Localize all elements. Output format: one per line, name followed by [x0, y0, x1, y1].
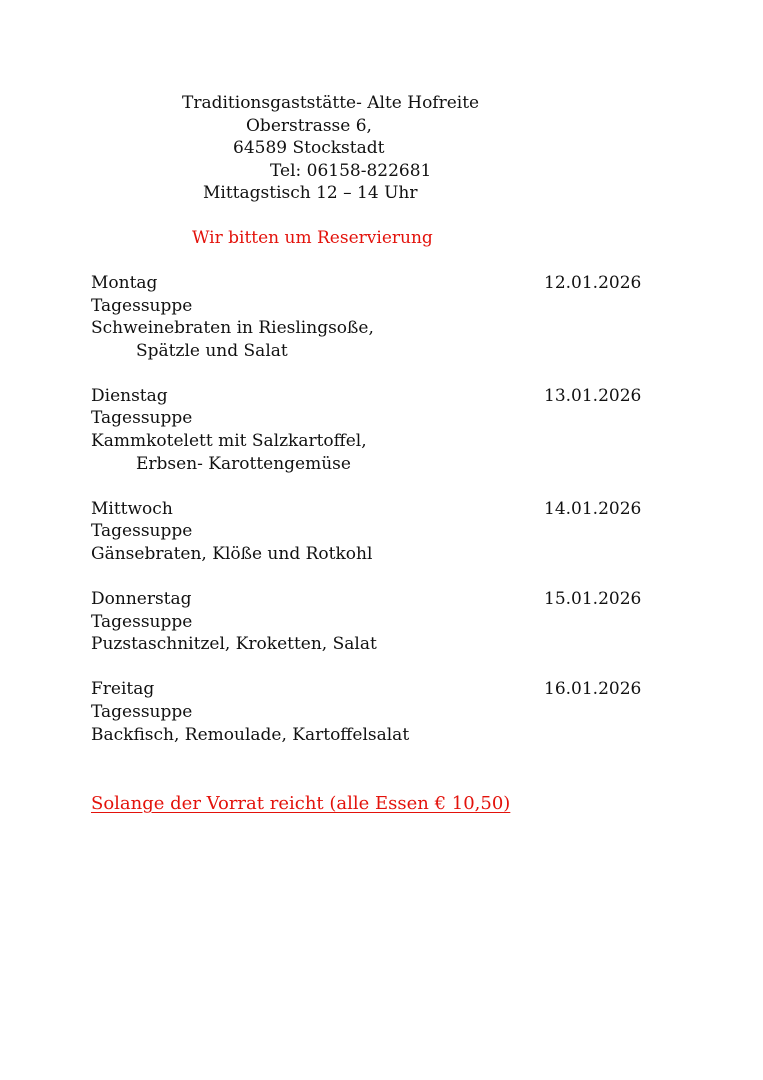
- main-dish-thursday: Puzstaschnitzel, Kroketten, Salat: [91, 634, 377, 654]
- price-footer-note: Solange der Vorrat reicht (alle Essen € 10,50): [91, 793, 511, 814]
- restaurant-city: 64589 Stockstadt: [233, 138, 385, 158]
- day-name-friday: Freitag: [91, 679, 155, 699]
- day-date-tuesday: 13.01.2026: [544, 386, 642, 406]
- soup-wednesday: Tagessuppe: [91, 521, 193, 541]
- day-date-friday: 16.01.2026: [544, 679, 642, 699]
- soup-friday: Tagessuppe: [91, 702, 193, 722]
- day-date-monday: 12.01.2026: [544, 273, 642, 293]
- restaurant-phone: Tel: 06158-822681: [270, 161, 432, 181]
- main-dish-tuesday: Kammkotelett mit Salzkartoffel,: [91, 431, 367, 451]
- soup-thursday: Tagessuppe: [91, 612, 193, 632]
- reservation-note: Wir bitten um Reservierung: [192, 228, 433, 248]
- opening-hours: Mittagstisch 12 – 14 Uhr: [203, 183, 418, 203]
- side-dish-tuesday: Erbsen- Karottengemüse: [136, 454, 351, 474]
- day-name-wednesday: Mittwoch: [91, 499, 173, 519]
- restaurant-street: Oberstrasse 6,: [246, 116, 372, 136]
- soup-monday: Tagessuppe: [91, 296, 193, 316]
- day-date-wednesday: 14.01.2026: [544, 499, 642, 519]
- day-date-thursday: 15.01.2026: [544, 589, 642, 609]
- main-dish-wednesday: Gänsebraten, Klöße und Rotkohl: [91, 544, 373, 564]
- main-dish-friday: Backfisch, Remoulade, Kartoffelsalat: [91, 725, 410, 745]
- day-name-thursday: Donnerstag: [91, 589, 192, 609]
- day-name-tuesday: Dienstag: [91, 386, 168, 406]
- day-name-monday: Montag: [91, 273, 158, 293]
- soup-tuesday: Tagessuppe: [91, 408, 193, 428]
- restaurant-name: Traditionsgaststätte- Alte Hofreite: [182, 93, 480, 113]
- side-dish-monday: Spätzle und Salat: [136, 341, 288, 361]
- main-dish-monday: Schweinebraten in Rieslingsoße,: [91, 318, 374, 338]
